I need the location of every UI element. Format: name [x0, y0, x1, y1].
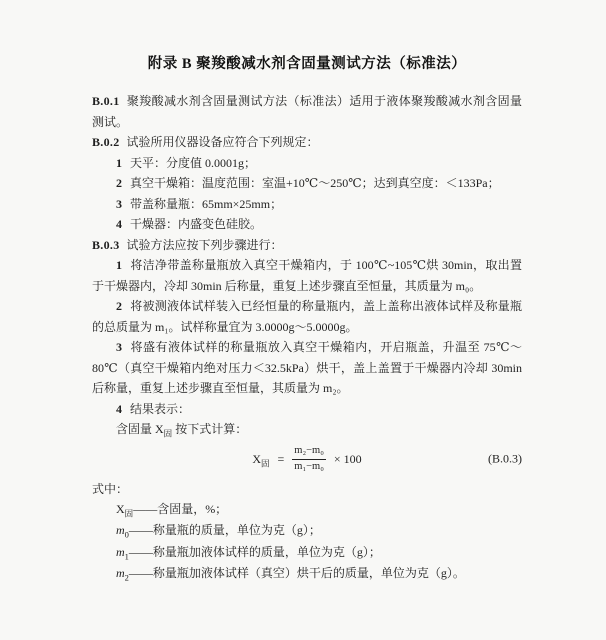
item-text: 天平：分度值 0.0001g； — [130, 155, 257, 170]
fraction-denominator: m₁−m₀ — [294, 460, 324, 472]
definition-row — [92, 499, 522, 520]
formula-lhs — [252, 452, 269, 467]
definition-subscript: 1 — [124, 550, 129, 561]
step-text: 将洁净带盖称量瓶放入真空干燥箱内，于 100℃~105℃烘 30min，取出置于干燥器内，冷却 30min 后称量，重复上述步骤直至恒量，其质量为 m₀。 — [92, 258, 522, 293]
clause-b02-label: B.0.2 — [92, 135, 120, 149]
item-number: 2 — [116, 176, 122, 190]
definitions-list — [92, 499, 522, 584]
page-title: 附录 B 聚羧酸减水剂含固量测试方法（标准法） — [147, 56, 467, 72]
definition-symbol: m — [116, 544, 125, 559]
item-text: 真空干燥箱：温度范围：室温+10℃～250℃；达到真空度：＜133Pa； — [130, 176, 500, 190]
fraction-numerator: m₂−m₀ — [292, 445, 326, 459]
clause-b03 — [92, 235, 522, 256]
item-number: 3 — [116, 196, 122, 211]
list-item — [92, 214, 522, 235]
step-number: 2 — [116, 299, 122, 313]
step-number: 3 — [116, 340, 122, 354]
formula-expression — [252, 445, 361, 472]
list-item — [92, 194, 522, 215]
multiplier: × 100 — [333, 451, 362, 466]
procedure-step — [92, 296, 522, 337]
definition-desc: ——称量瓶加液体试样（真空）烘干后的质量，单位为克（g）。 — [128, 565, 465, 580]
definition-desc: ——含固量，%； — [133, 502, 228, 516]
definition-desc: ——称量瓶加液体试样的质量，单位为克（g）； — [128, 544, 381, 559]
procedure-step — [92, 399, 522, 420]
equals-sign: = — [277, 451, 285, 466]
step-text: 将被测液体试样装入已经恒量的称量瓶内，盖上盖称出液体试样及称量瓶的总质量为 m₁。试样称量宜为 3.0000g～5.0000g。 — [92, 299, 522, 334]
list-item — [92, 153, 522, 174]
item-text: 干燥器：内盛变色硅胶。 — [130, 217, 263, 231]
step-text: 将盛有液体试样的称量瓶放入真空干燥箱内，开启瓶盖，升温至 75℃～80℃（真空干燥箱内绝对压力＜32.5kPa）烘干，盖上盖置于干燥器内冷却 30min 后称量，重复上述步骤直至恒量，其质量为 m₂。 — [92, 340, 522, 395]
step-number: 4 — [116, 401, 122, 416]
definition-desc: ——称量瓶的质量，单位为克（g）； — [128, 523, 321, 538]
clause-b03-label: B.0.3 — [92, 237, 120, 252]
formula-intro — [92, 419, 522, 440]
formula-intro-pre: 含固量 X — [116, 422, 164, 436]
definition-row — [92, 520, 522, 541]
clause-b01-label: B.0.1 — [92, 94, 120, 108]
formula-intro-post: 按下式计算： — [172, 422, 248, 436]
clause-b01-text: 聚羧酸减水剂含固量测试方法（标准法）适用于液体聚羧酸减水剂含固量测试。 — [92, 94, 522, 129]
formula-lhs-subscript: 固 — [261, 457, 270, 468]
definition-symbol: X — [116, 502, 125, 516]
definition-symbol: m — [116, 523, 125, 538]
step-text: 结果表示： — [130, 401, 191, 416]
fraction — [292, 445, 326, 472]
definition-subscript: 2 — [124, 572, 129, 583]
clause-b01 — [92, 91, 522, 132]
clause-b02 — [92, 132, 522, 153]
step-number: 1 — [116, 258, 122, 272]
definition-subscript: 0 — [124, 529, 129, 540]
definition-row — [92, 542, 522, 563]
formula-lhs-symbol: X — [252, 451, 261, 466]
definition-row — [92, 563, 522, 584]
item-number: 1 — [116, 155, 122, 170]
formula-intro-sub: 固 — [163, 428, 173, 439]
procedure-step — [92, 337, 522, 399]
formula-number: (B.0.3) — [488, 451, 522, 466]
formula — [92, 444, 522, 475]
clause-b03-text: 试验方法应按下列步骤进行： — [126, 237, 283, 252]
where-label: 式中： — [92, 481, 129, 496]
definition-symbol: m — [116, 565, 125, 580]
clause-b02-text: 试验所用仪器设备应符合下列规定： — [126, 135, 319, 149]
item-number: 4 — [116, 217, 122, 231]
item-text: 带盖称量瓶：65mm×25mm； — [130, 196, 283, 211]
definition-subscript: 固 — [124, 508, 134, 519]
list-item — [92, 173, 522, 194]
procedure-step — [92, 255, 522, 296]
